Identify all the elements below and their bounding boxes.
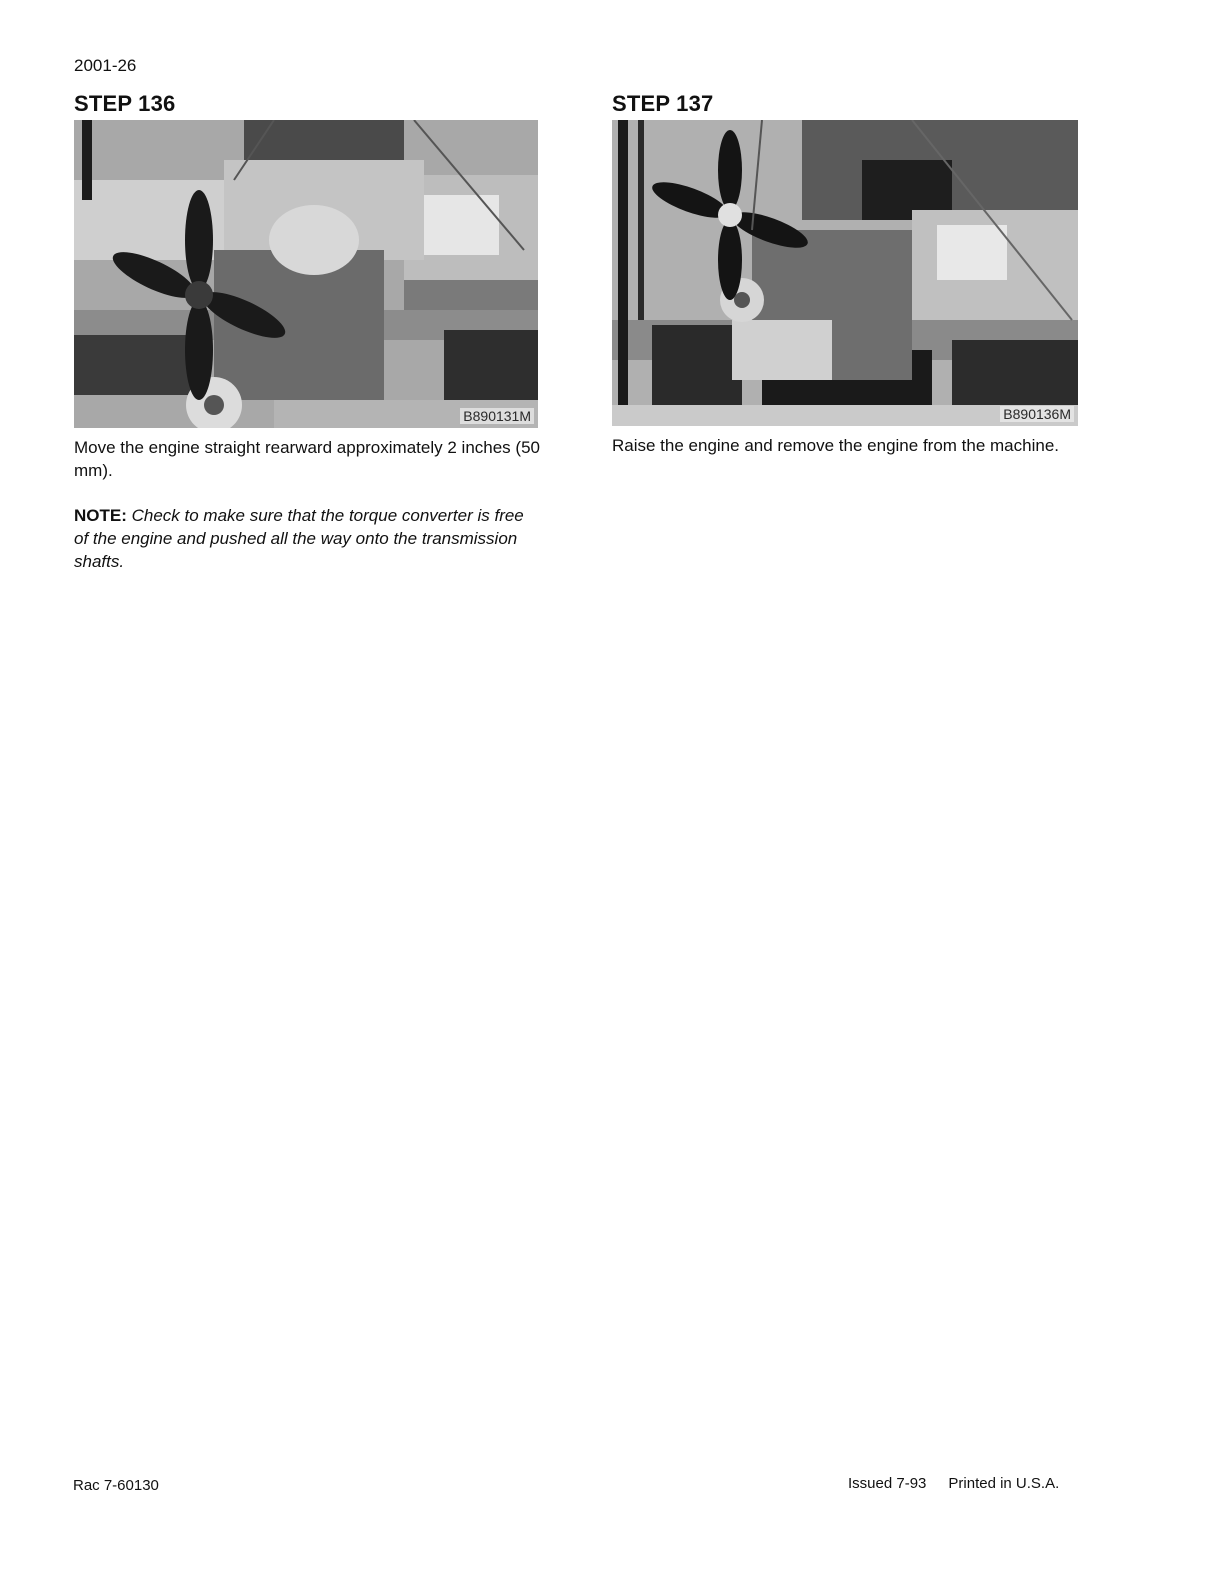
step-title: STEP 137 <box>612 91 714 116</box>
step-instruction: Move the engine straight rearward approximately 2 inches (50 mm). <box>74 438 540 480</box>
note-text: Check to make sure that the torque converter is free of the engine and pushed all the way onto the transmission shafts. <box>74 506 524 571</box>
step-instruction: Raise the engine and remove the engine from the machine. <box>612 436 1059 455</box>
engine-rearward-photo <box>74 120 538 428</box>
note <box>74 504 540 573</box>
printed-in: Printed in U.S.A. <box>948 1475 1060 1492</box>
photo-code: B890131M <box>460 408 534 424</box>
step-137 <box>612 92 1078 457</box>
engine-raised-photo <box>612 120 1078 426</box>
engine-photo <box>74 120 538 428</box>
photo-code: B890136M <box>1000 406 1074 422</box>
page-number: 2001-26 <box>74 56 137 75</box>
engine-photo <box>612 120 1078 426</box>
document-number: Rac 7-60130 <box>73 1477 159 1494</box>
step-136 <box>74 92 540 573</box>
footer-issue-info <box>848 1475 1059 1492</box>
note-label: NOTE: <box>74 506 127 525</box>
issued-date: Issued 7-93 <box>848 1475 927 1492</box>
step-title: STEP 136 <box>74 91 176 116</box>
